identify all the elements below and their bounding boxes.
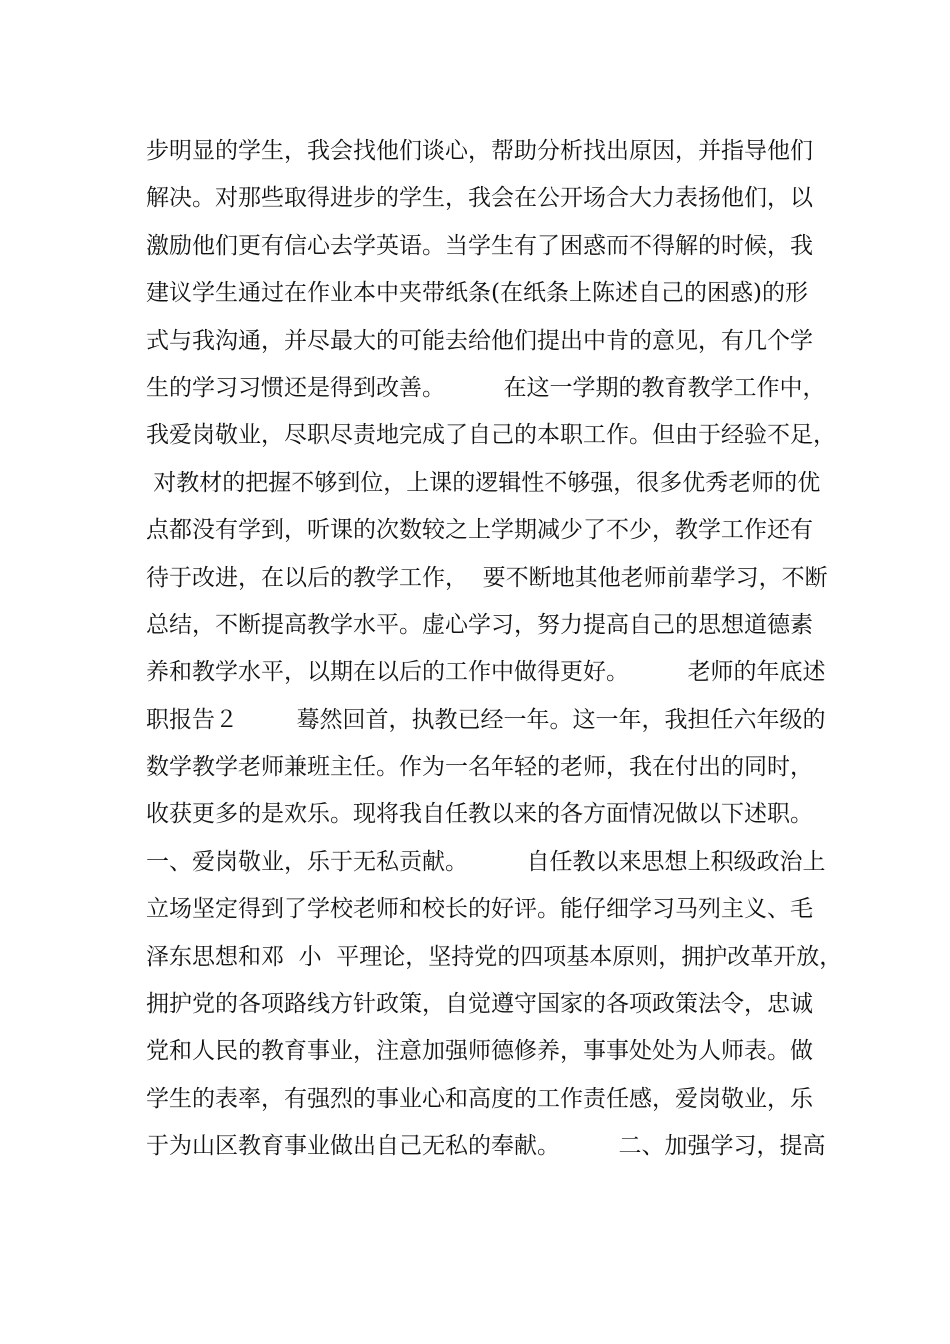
text-line: 职报告２ 蓦然回首，执教已经一年。这一年，我担任六年级的 [146,706,826,733]
text-line: 养和教学水平，以期在以后的工作中做得更好。 老师的年底述 [146,659,826,686]
text-line: 解决。对那些取得进步的学生，我会在公开场合大力表扬他们，以 [146,185,813,212]
text-line: 建议学生通过在作业本中夹带纸条(在纸条上陈述自己的困惑)的形 [146,280,808,307]
body-text [146,128,846,1171]
text-line: 数学教学老师兼班主任。作为一名年轻的老师，我在付出的同时， [146,754,813,781]
text-line: 待于改进，在以后的教学工作， 要不断地其他老师前辈学习，不断 [146,564,828,591]
text-line: 步明显的学生，我会找他们谈心，帮助分析找出原因，并指导他们 [146,138,813,164]
text-line: 对教材的把握不够到位，上课的逻辑性不够强，很多优秀老师的优 [146,469,821,496]
text-line: 拥护党的各项路线方针政策，自觉遵守国家的各项政策法令，忠诚 [146,991,813,1018]
text-line: 学生的表率，有强烈的事业心和高度的工作责任感，爱岗敬业，乐 [146,1085,813,1112]
text-line: 式与我沟通，并尽最大的可能去给他们提出中肯的意见，有几个学 [146,327,813,354]
text-line: 立场坚定得到了学校老师和校长的好评。能仔细学习马列主义、毛 [146,896,813,923]
text-line: 一、爱岗敬业，乐于无私贡献。 自任教以来思想上积级政治上 [146,848,826,875]
text-line: 泽东思想和邓 小 平理论，坚持党的四项基本原则，拥护改革开放， [146,943,843,970]
text-line: 我爱岗敬业，尽职尽责地完成了自己的本职工作。但由于经验不足， [146,422,836,449]
text-line: 生的学习习惯还是得到改善。 在这一学期的教育教学工作中， [146,374,826,401]
text-line: 激励他们更有信心去学英语。当学生有了困惑而不得解的时候，我 [146,232,813,259]
text-line: 点都没有学到，听课的次数较之上学期减少了不少，教学工作还有 [146,517,813,544]
text-line: 总结，不断提高教学水平。虚心学习，努力提高自己的思想道德素 [146,611,813,638]
text-line: 收获更多的是欢乐。现将我自任教以来的各方面情况做以下述职。 [146,801,813,828]
text-line: 党和人民的教育事业，注意加强师德修养，事事处处为人师表。做 [146,1038,813,1065]
text-line: 于为山区教育事业做出自己无私的奉献。 二、加强学习，提高 [146,1133,826,1160]
